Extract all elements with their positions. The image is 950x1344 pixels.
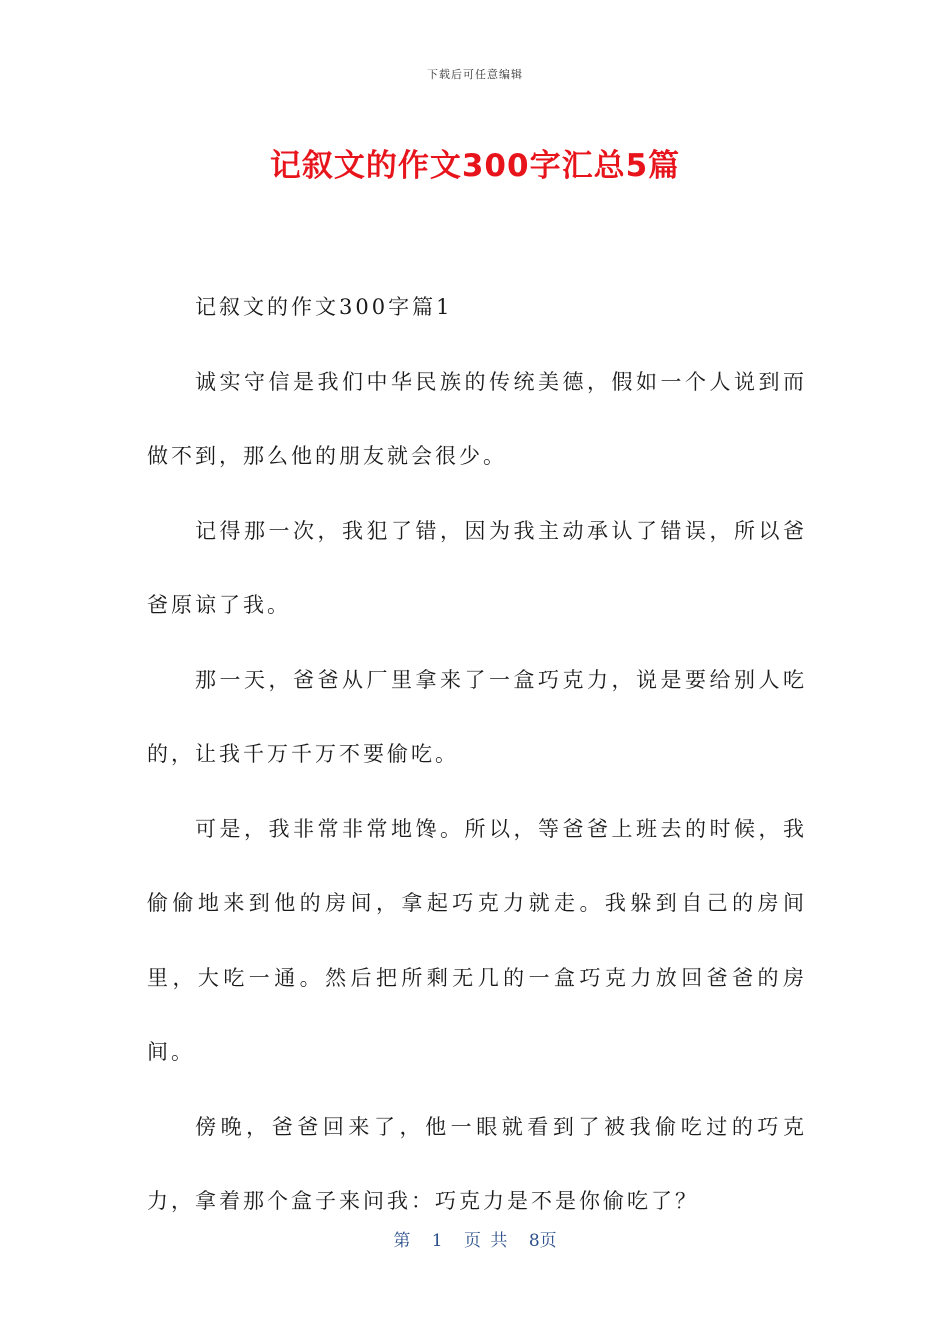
document-title: 记叙文的作文300字汇总5篇: [269, 148, 681, 184]
paragraph: 可是，我非常非常地馋。所以，等爸爸上班去的时候，我偷偷地来到他的房间，拿起巧克力就走。我躲到自己的房间里，大吃一通。然后把所剩无几的一盒巧克力放回爸爸的房间。: [147, 816, 807, 1064]
page-number-footer: [0, 1226, 950, 1251]
paragraph: 诚实守信是我们中华民族的传统美德，假如一个人说到而做不到，那么他的朋友就会很少。: [147, 369, 807, 468]
document-body: [147, 270, 807, 1239]
page-total: 8页: [528, 1231, 557, 1251]
paragraph: 傍晚，爸爸回来了，他一眼就看到了被我偷吃过的巧克力，拿着那个盒子来问我：巧克力是不是你偷吃了？: [147, 1114, 807, 1213]
header-note: 下载后可任意编辑: [427, 68, 523, 81]
section-heading: 记叙文的作文300字篇1: [195, 295, 453, 319]
paragraph: 记得那一次，我犯了错，因为我主动承认了错误，所以爸爸原谅了我。: [147, 518, 807, 617]
page-label-prefix: 第: [393, 1231, 411, 1251]
paragraph: 那一天，爸爸从厂里拿来了一盒巧克力，说是要给别人吃的，让我千万千万不要偷吃。: [147, 667, 807, 766]
page-current: 1: [431, 1231, 443, 1251]
page-label-mid: 页 共: [464, 1231, 508, 1251]
